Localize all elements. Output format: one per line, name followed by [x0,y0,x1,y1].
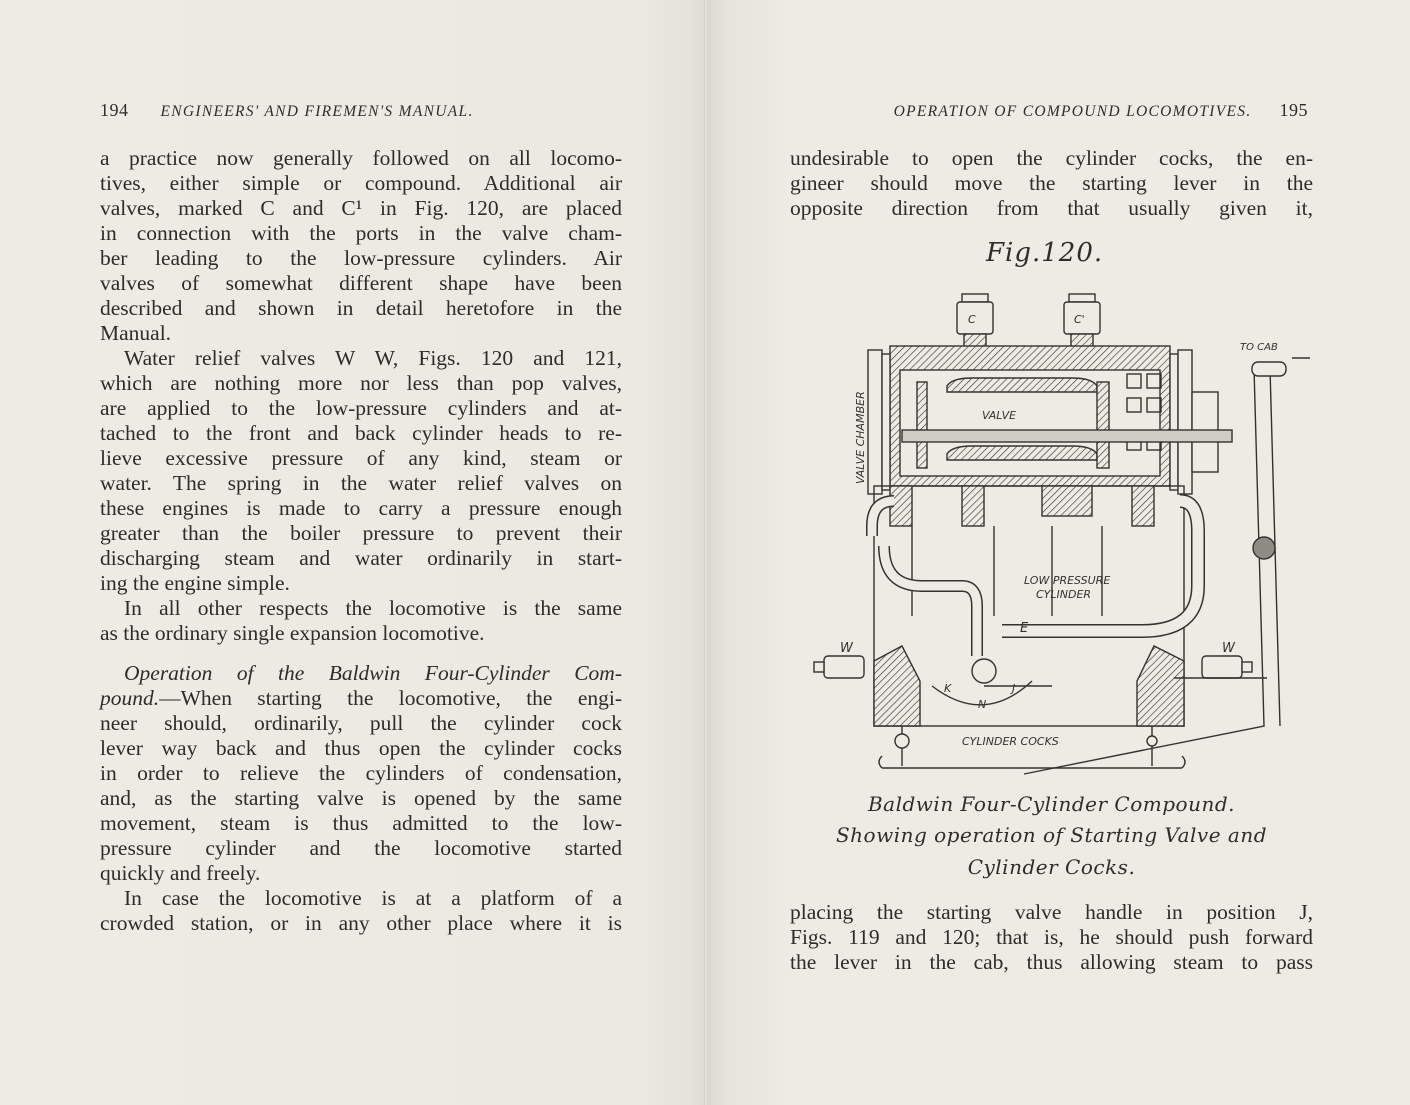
text-line: and, as the starting valve is opened by the same [100,786,622,810]
text-line: Figs. 119 and 120; that is, he should push forward [790,925,1313,949]
label-cylinder-cocks: CYLINDER COCKS [962,735,1059,748]
label-k: K [944,682,952,695]
left-running-head [100,100,474,121]
text-line: the lever in the cab, thus allowing steam to pass [790,950,1313,974]
text-line: crowded station, or in any other place where it is [100,911,622,935]
text-line: movement, steam is thus admitted to the low- [100,811,622,835]
text-line: a practice now generally followed on all locomo- [100,146,622,170]
text-line: opposite direction from that usually given it, [790,196,1313,220]
text-line: quickly and freely. [100,861,261,885]
label-w-left: W [840,641,853,656]
label-e: E [1020,621,1029,636]
text-line: ing the engine simple. [100,571,290,595]
book-gutter [704,0,708,1105]
text-line: these engines is made to carry a pressure enough [100,496,622,520]
text-line: which are nothing more nor less than pop valves, [100,371,622,395]
text-line: neer should, ordinarily, pull the cylinder cock [100,711,622,735]
text-line: water. The spring in the water relief valves on [100,471,622,495]
text-line: Water relief valves W W, Figs. 120 and 121, [124,346,622,370]
right-page [706,0,1410,1105]
text-line: Manual. [100,321,172,345]
text-line: lieve excessive pressure of any kind, steam or [100,446,622,470]
label-to-cab: TO CAB [1240,342,1278,353]
running-head-title-right: OPERATION OF COMPOUND LOCOMOTIVES. [893,103,1252,120]
text-line: pound.—When starting the locomotive, the engi- [100,686,622,710]
label-cylinder: CYLINDER [1036,588,1092,601]
text-line: described and shown in detail heretofore in the [100,296,622,320]
text-line: In all other respects the locomotive is the same [124,596,622,620]
text-line: gineer should move the starting lever in the [790,171,1313,195]
text-line: ber leading to the low-pressure cylinders. Air [100,246,622,270]
text-line: in order to relieve the cylinders of condensation, [100,761,622,785]
text-line: undesirable to open the cylinder cocks, the en- [790,146,1313,170]
page-number-left: 194 [100,100,129,120]
label-c-prime: C' [1074,313,1085,326]
right-running-head [894,100,1308,121]
text-line: tives, either simple or compound. Additional air [100,171,622,195]
text-line: placing the starting valve handle in position J, [790,900,1313,924]
text-line: valves of somewhat different shape have been [100,271,622,295]
right-body-text-top [790,146,1313,221]
section-heading: Operation of the Baldwin Four-Cylinder Com- [124,661,622,685]
label-n: N [978,698,987,711]
figure-120-diagram [802,286,1322,786]
label-j: J [1012,682,1016,695]
running-head-title-left: ENGINEERS' AND FIREMEN'S MANUAL. [160,103,474,120]
text-line: lever way back and thus open the cylinder cocks [100,736,622,760]
text-line: greater than the boiler pressure to prevent their [100,521,622,545]
figure-label: Fig.120. [986,238,1104,268]
page-number-right: 195 [1279,100,1308,120]
text-line: in connection with the ports in the valve cham- [100,221,622,245]
text-line: are applied to the low-pressure cylinders and at- [100,396,622,420]
label-w-right: W [1222,641,1235,656]
text-line: In case the locomotive is at a platform of a [124,886,622,910]
text-line: pressure cylinder and the locomotive started [100,836,622,860]
text-line: as the ordinary single expansion locomotive. [100,621,485,645]
text-line: valves, marked C and C¹ in Fig. 120, are placed [100,196,622,220]
text-line: discharging steam and water ordinarily in start- [100,546,622,570]
right-body-text-bottom [790,900,1313,975]
figure-caption-line-3: Cylinder Cocks. [967,855,1136,879]
figure-caption-line-1: Baldwin Four-Cylinder Compound. [867,792,1235,816]
label-low-pressure: LOW PRESSURE [1024,574,1111,587]
label-valve: VALVE [982,409,1017,422]
section-heading-line [100,661,622,686]
label-c: C [968,313,976,326]
text-line: tached to the front and back cylinder heads to re- [100,421,622,445]
label-valve-chamber: VALVE CHAMBER [854,391,867,484]
left-body-text [100,146,622,936]
figure-caption-line-2: Showing operation of Starting Valve and [835,823,1268,847]
